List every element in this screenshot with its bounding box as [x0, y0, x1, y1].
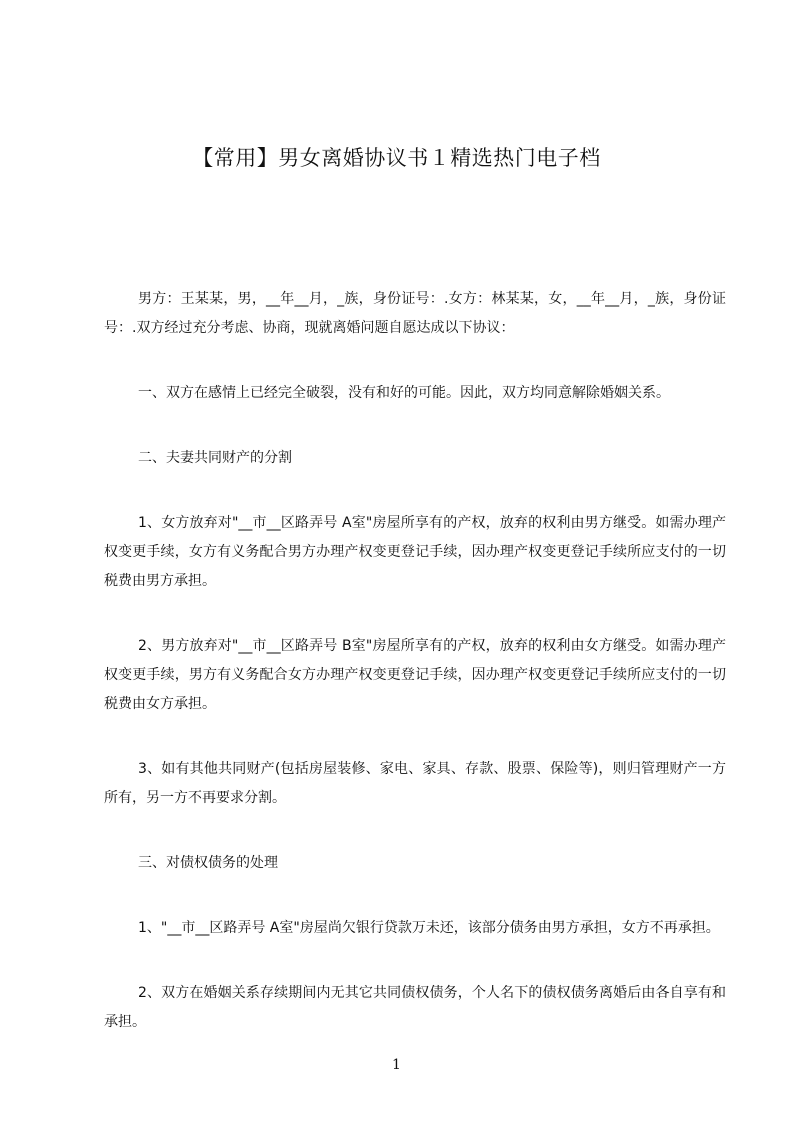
clause-2-2-paragraph: 2、男方放弃对"__市__区路弄号 B室"房屋所享有的产权，放弃的权利由女方继受。如需办理产权变更手续，男方有义务配合女方办理产权变更登记手续，因办理产权变更登记手续所应支付的一切税费由女方承担。 — [104, 638, 726, 712]
clause-2-3-paragraph: 3、如有其他共同财产(包括房屋装修、家电、家具、存款、股票、保险等)，则归管理财产一方所有，另一方不再要求分割。 — [104, 761, 726, 806]
document-body — [104, 285, 726, 1073]
clause-3-2-paragraph: 2、双方在婚姻关系存续期间内无其它共同债权债务，个人名下的债权债务离婚后由各自享有和承担。 — [104, 985, 726, 1030]
page-title: 【常用】男女离婚协议书１精选热门电子档 — [192, 146, 601, 170]
clause-2-1-paragraph: 1、女方放弃对"__市__区路弄号 A室"房屋所享有的产权，放弃的权利由男方继受。如需办理产权变更手续，女方有义务配合男方办理产权变更登记手续，因办理产权变更登记手续所应支付的一切税费由男方承担。 — [104, 515, 726, 589]
page-number: 1 — [392, 1057, 401, 1073]
intro-paragraph: 男方：王某某，男，__年__月，_族，身份证号：.女方：林某某，女，__年__月，_族，身份证号：.双方经过充分考虑、协商，现就离婚问题自愿达成以下协议： — [104, 291, 726, 336]
section-heading-debts: 三、对债权债务的处理 — [138, 855, 278, 871]
clause-3-1-paragraph: 1、"__市__区路弄号 A室"房屋尚欠银行贷款万未还，该部分债务由男方承担，女方不再承担。 — [138, 920, 720, 936]
section-heading-property-division: 二、夫妻共同财产的分割 — [138, 450, 292, 466]
clause-1-paragraph: 一、双方在感情上已经完全破裂，没有和好的可能。因此，双方均同意解除婚姻关系。 — [138, 385, 670, 401]
